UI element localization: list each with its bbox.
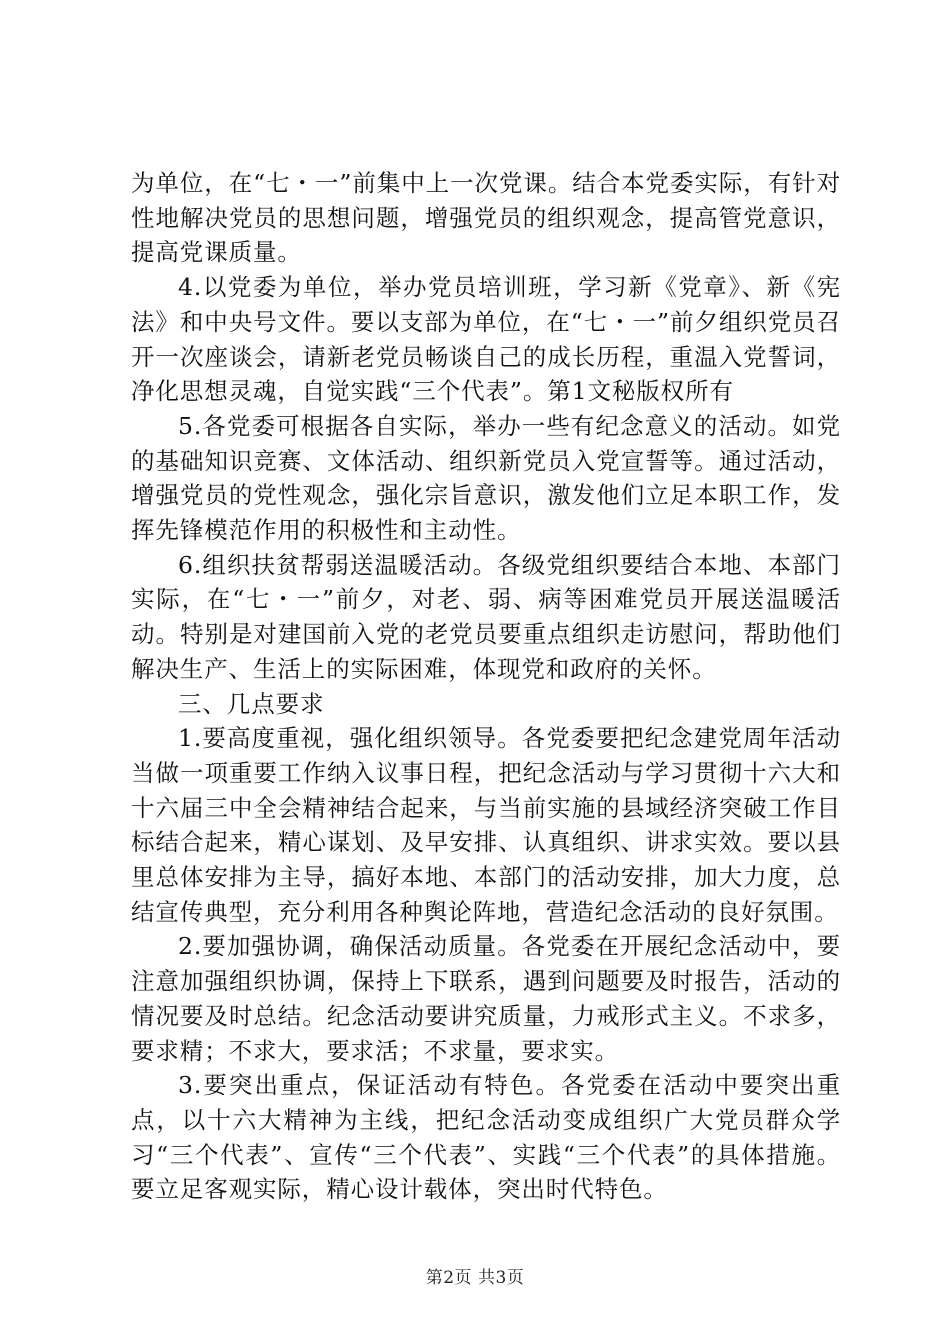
- paragraph-item-5: 5.各党委可根据各自实际，举办一些有纪念意义的活动。如党的基础知识竞赛、文体活动、组织新党员入党宣誓等。通过活动，增强党员的党性观念，强化宗旨意识，激发他们立足本职工作，发挥先锋模范作用的积极性和主动性。: [131, 411, 841, 545]
- paragraph-item-6: 6.组织扶贫帮弱送温暖活动。各级党组织要结合本地、本部门实际，在“七・一”前夕，对老、弱、病等困难党员开展送温暖活动。特别是对建国前入党的老党员要重点组织走访慰问，帮助他们解决生产、生活上的实际困难，体现党和政府的关怀。: [131, 550, 841, 683]
- paragraph-requirement-1: 1.要高度重视，强化组织领导。各党委要把纪念建党周年活动当做一项重要工作纳入议事日程，把纪念活动与学习贯彻十六大和十六届三中全会精神结合起来，与当前实施的县域经济突破工作目标结合起来，精心谋划、及早安排、认真组织、讲求实效。要以县里总体安排为主导，搞好本地、本部门的活动安排，加大力度，总结宣传典型，充分利用各种舆论阵地，营造纪念活动的良好氛围。: [131, 724, 841, 926]
- section-heading-requirements: 三、几点要求: [178, 689, 325, 718]
- paragraph-requirement-3: 3.要突出重点，保证活动有特色。各党委在活动中要突出重点，以十六大精神为主线，把纪念活动变成组织广大党员群众学习“三个代表”、宣传“三个代表”、实践“三个代表”的具体措施。要立足客观实际，精心设计载体，突出时代特色。: [131, 1071, 841, 1204]
- paragraph-requirement-2: 2.要加强协调，确保活动质量。各党委在开展纪念活动中，要注意加强组织协调，保持上下联系，遇到问题要及时报告，活动的情况要及时总结。纪念活动要讲究质量，力戒形式主义。不求多，要求精；不求大，要求活；不求量，要求实。: [131, 932, 841, 1065]
- page-number-label: 第2页 共3页: [425, 1268, 525, 1288]
- document-body: [131, 166, 841, 1207]
- page-footer: [0, 1267, 950, 1289]
- paragraph-continuation: 为单位，在“七・一”前集中上一次党课。结合本党委实际，有针对性地解决党员的思想问题，增强党员的组织观念，提高管党意识，提高党课质量。: [131, 169, 841, 267]
- paragraph-item-4: 4.以党委为单位，举办党员培训班，学习新《党章》、新《宪法》和中央号文件。要以支部为单位，在“七・一”前夕组织党员召开一次座谈会，请新老党员畅谈自己的成长历程，重温入党誓词，净化思想灵魂，自觉实践“三个代表”。第1文秘版权所有: [131, 273, 841, 406]
